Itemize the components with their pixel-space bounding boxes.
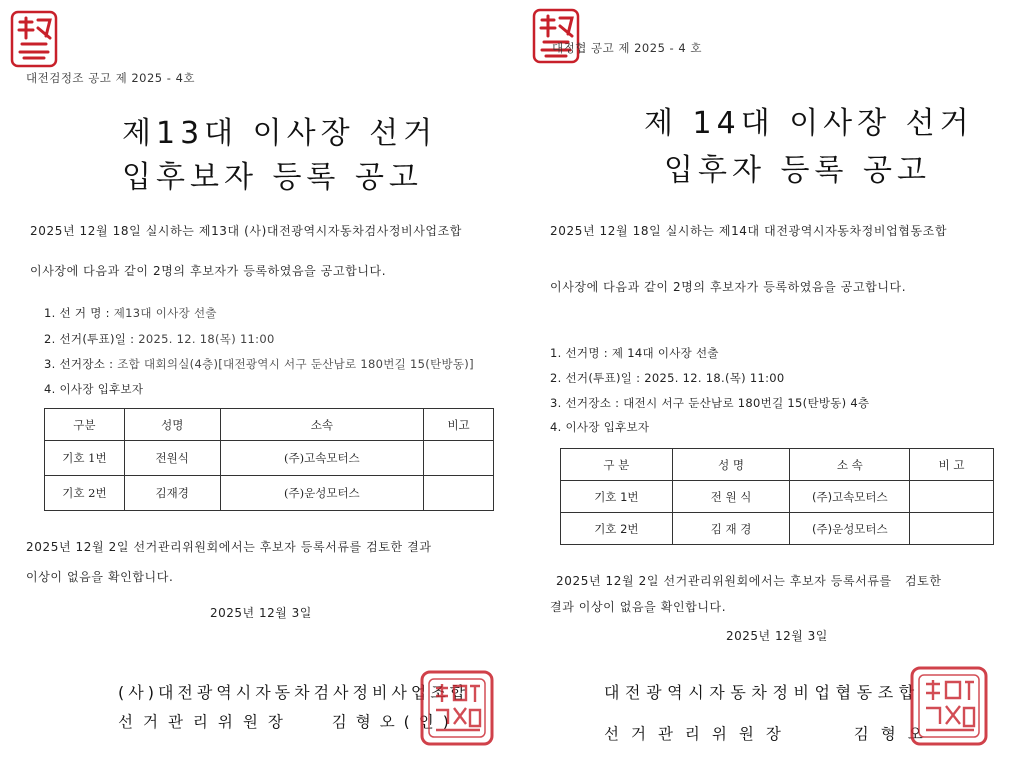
table-header-cell: 비 고: [910, 449, 994, 481]
intro-text-line1: 2025년 12월 18일 실시하는 제13대 (사)대전광역시자동차검사정비사업조합: [30, 224, 462, 238]
signature-role: 선거관리위원장: [118, 713, 293, 731]
list-item: 3. 선거장소 : 대전시 서구 둔산남로 180번길 15(탄방동) 4층: [550, 396, 870, 410]
table-cell: 전 원 식: [672, 481, 790, 513]
table-header-cell: 성명: [124, 409, 220, 441]
list-item: 4. 이사장 입후보자: [550, 420, 650, 434]
signature-line: [118, 710, 458, 732]
table-cell: 전원식: [124, 441, 220, 476]
table-header-cell: 구분: [45, 409, 125, 441]
table-cell: 김재경: [124, 476, 220, 511]
intro-text-line1: 2025년 12월 18일 실시하는 제14대 대전광역시자동차정비업협동조합: [550, 224, 948, 238]
table-cell: 김 재 경: [672, 513, 790, 545]
notice-title-line2: 입후보자 등록 공고: [122, 160, 423, 195]
table-cell: [424, 441, 494, 476]
table-cell: 기호 1번: [561, 481, 673, 513]
intro-text-line2: 이사장에 다음과 같이 2명의 후보자가 등록하였음을 공고합니다.: [550, 280, 907, 294]
document-number: 대전검정조 공고 제 2025 - 4호: [26, 71, 195, 85]
table-row: [561, 481, 994, 513]
table-cell: 기호 2번: [561, 513, 673, 545]
table-header-row: [561, 449, 994, 481]
signature-name: 김형오: [853, 725, 935, 743]
review-text-line2: 결과 이상이 없음을 확인합니다.: [550, 600, 727, 614]
review-text-line1: 2025년 12월 2일 선거관리위원회에서는 후보자 등록서류를 검토한 결과: [26, 540, 432, 554]
review-text-line2: 이상이 없음을 확인합니다.: [26, 570, 174, 584]
table-cell: [424, 476, 494, 511]
table-row: [45, 441, 494, 476]
notice-date: 2025년 12월 3일: [210, 606, 312, 620]
notice-title-line1: 제 14대 이사장 선거: [644, 106, 974, 141]
intro-text-line2: 이사장에 다음과 같이 2명의 후보자가 등록하였음을 공고합니다.: [30, 264, 387, 278]
table-header-cell: 성 명: [672, 449, 790, 481]
table-header-cell: 소 속: [790, 449, 910, 481]
document-number: 대정협 공고 제 2025 - 4 호: [552, 41, 702, 55]
table-cell: (주)고속모터스: [220, 441, 424, 476]
candidate-table: [560, 448, 994, 545]
table-cell: [910, 481, 994, 513]
seal-stamp-icon: [530, 6, 582, 66]
list-item: 1. 선 거 명 : 제13대 이사장 선출: [44, 306, 217, 320]
notice-title-line1: 제13대 이사장 선거: [122, 116, 438, 151]
table-cell: (주)운성모터스: [220, 476, 424, 511]
organization-name: (사)대전광역시자동차검사정비사업조합: [118, 683, 470, 702]
list-item: 2. 선거(투표)일 : 2025. 12. 18.(목) 11:00: [550, 371, 785, 385]
right-notice: [514, 0, 1010, 760]
table-cell: (주)운성모터스: [790, 513, 910, 545]
seal-stamp-icon: [8, 8, 60, 70]
table-cell: 기호 2번: [45, 476, 125, 511]
table-header-cell: 구 분: [561, 449, 673, 481]
table-row: [45, 476, 494, 511]
candidate-table: [44, 408, 494, 511]
table-cell: (주)고속모터스: [790, 481, 910, 513]
signature-role: 선거관리위원장: [604, 725, 793, 743]
table-header-row: [45, 409, 494, 441]
signature-line: [604, 722, 935, 744]
table-cell: [910, 513, 994, 545]
table-header-cell: 비고: [424, 409, 494, 441]
list-item: 3. 선거장소 : 조합 대회의실(4층)[대전광역시 서구 둔산남로 180번길 15(탄방동)]: [44, 357, 474, 371]
signature-name: 김형오(인): [331, 713, 458, 731]
table-cell: 기호 1번: [45, 441, 125, 476]
official-seal-icon: [908, 664, 990, 748]
notice-title-line2: 입후자 등록 공고: [664, 153, 931, 188]
notice-date: 2025년 12월 3일: [726, 629, 828, 643]
table-header-cell: 소속: [220, 409, 424, 441]
list-item: 4. 이사장 입후보자: [44, 382, 144, 396]
official-seal-icon: [418, 668, 496, 748]
list-item: 2. 선거(투표)일 : 2025. 12. 18(목) 11:00: [44, 332, 275, 346]
list-item: 1. 선거명 : 제 14대 이사장 선출: [550, 346, 719, 360]
review-text-line1: 2025년 12월 2일 선거관리위원회에서는 후보자 등록서류를 검토한: [556, 574, 942, 588]
organization-name: 대전광역시자동차정비업협동조합: [604, 683, 920, 702]
table-row: [561, 513, 994, 545]
